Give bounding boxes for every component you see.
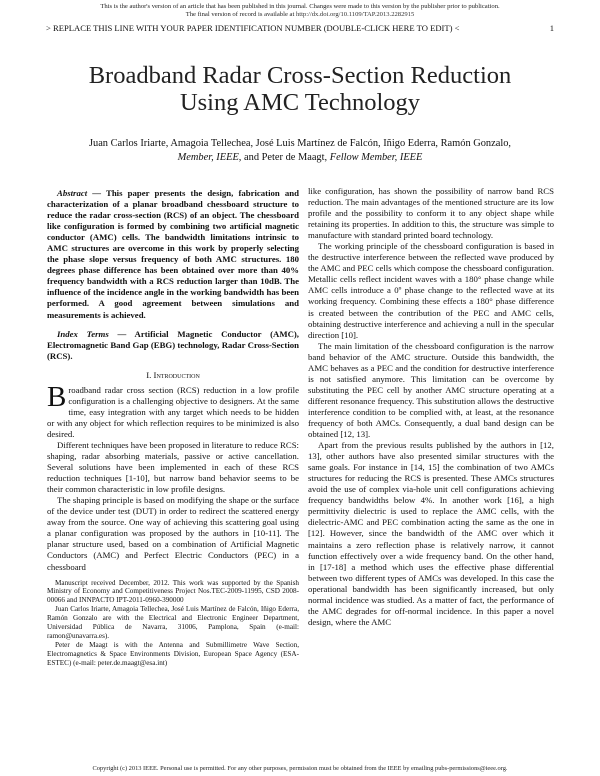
footnote-2: Juan Carlos Iriarte, Amagoia Tellechea, José Luis Martínez de Falcón, Iñigo Ederra, Ramón Gonzalo are with the Electrical and Electronic Engineer Department, Universidad Pública de Navarra, 31006, Pamplona, Spain (e-mail: ramon@unavarra.es). [47, 605, 299, 640]
fellow-affiliation: Fellow Member, IEEE [329, 151, 423, 163]
author-list [40, 137, 560, 164]
header-text: > REPLACE THIS LINE WITH YOUR PAPER IDENTIFICATION NUMBER (DOUBLE-CLICK HERE TO EDIT) < [46, 23, 460, 33]
right-paragraph-1: like configuration, has shown the possibility of narrow band RCS reduction. The main advantages of the mentioned structure are its low profile and the possibility to conform it to any object shape while retaining its properties. In addition to this, the structure was simple to manufacture with standard printed board technology. [308, 186, 554, 241]
right-paragraph-3: The main limitation of the chessboard configuration is the narrow band behavior of the AMC structure. Outside this bandwidth, the AMC behaves as a PEC and the condition for destructive interference is not satisfied anymore. This limitation can be overcome by substituting the PEC cell by another AMC structure operating at a different resonance frequency. This substitution allows the destructive interference condition to be complied with, at least, at the resonance frequency of both AMCs. Consequently, a dual band design can be obtained [12, 13]. [308, 340, 554, 440]
page-number: 1 [549, 23, 554, 33]
footnote-3: Peter de Maagt is with the Antenna and Submillimetre Wave Section, Electromagnetics & Space Environments Division, European Space Agency (ESA-ESTEC) (e-mail: peter.de.maagt@esa.int) [47, 640, 299, 667]
authors-line1: Juan Carlos Iriarte, Amagoia Tellechea, José Luis Martínez de Falcón, Iñigo Ederra, Ramón Gonzalo, [88, 138, 512, 149]
abstract [47, 188, 299, 321]
intro-paragraph-3: The shaping principle is based on modifying the shape or the surface of the device under test (DUT) in order to redirect the scattered energy away from the source. One way of achieving this scattering goal using a planar configuration was proposed by the authors in [10-11]. The planar structure used, based on a combination of Artificial Magnetic Conductors (AMC) and Perfect Electric Conductors (PEC) in a chessboard [47, 495, 299, 572]
footnote-1: Manuscript received December, 2012. This work was supported by the Spanish Ministry of Economy and Competitiveness Project Nos.TEC-2009-11995, CSD 2008-00066 and INNPACTO IPT-2011-0960-390000 [47, 578, 299, 605]
drop-cap: B [47, 380, 67, 413]
member-affiliation: Member, IEEE, [177, 151, 242, 163]
publication-notice-line2 [0, 11, 600, 19]
doi-link[interactable]: http://dx.doi.org/10.1109/TAP.2013.2282915 [295, 11, 415, 18]
title-line1: Broadband Radar Cross-Section Reduction [88, 62, 512, 89]
title-line2: Using AMC Technology [179, 89, 421, 116]
intro-paragraph-1 [47, 380, 299, 440]
intro-paragraph-2: Different techniques have been proposed in literature to reduce RCS: shaping, radar absorbing materials, passive or active cancellation. Several solutions have been implemented in each of these RCS reduction techniques [1-10], but narrow band behavior seems to be their common characteristic in low profile designs. [47, 439, 299, 495]
footnotes [47, 579, 299, 668]
page-header [46, 23, 554, 33]
left-column [47, 188, 299, 668]
section-heading [47, 370, 299, 381]
section-number: I. [146, 369, 152, 380]
index-terms-text: — Artificial Magnetic Conductor (AMC), Electromagnetic Band Gap (EBG) technology, Radar Cross-Section (RCS). [47, 328, 299, 361]
notice-prefix: The final version of record is available at [185, 11, 295, 18]
index-terms [47, 329, 299, 362]
right-paragraph-4: Apart from the previous results published by the authors in [12, 13], other authors have also presented similar structures with the same goals. For instance in [14, 15] the combination of two AMCs structures for reducing the RCS is presented. These AMCs structures avoid the use of complex via-hole unit cell configurations achieving frequency bandwidths below 4%. In another work [16], a high permittivity dielectric is used to replace the AMC cells, with the dielectric-AMC and PEC combination acting the same as the one in [12]. However, since the bandwidth of the AMC over which it maintains a zero reflection phase is relatively narrow, it cannot function effectively over a wide frequency band. On the other hand, in [17-18] a method which uses the effective phase differential between two different types of AMCs was developed. In this case the operational bandwidth has been significantly increased, but only normal incidence was studied. As a matter of fact, the performance of the AMC degrades for off-normal incidence. In this paper a novel design, where the AMC [308, 440, 554, 627]
section-title: Introduction [153, 369, 200, 380]
right-paragraph-2: The working principle of the chessboard configuration is based in the destructive interference between the reflected wave produced by the AMC and PEC cells which compose the chessboard configuration. Metallic cells reflect incident waves with a 180° phase change while AMC cells introduce a 0º phase change to the reflected wave at its working frequency. Combining these effects a 180° phase difference is created between the contribution of the PEC and AMC cells, obtaining destructive interference and achieving a null in the specular direction [10]. [308, 241, 554, 340]
right-column [308, 186, 554, 628]
index-terms-label: Index Terms [57, 328, 109, 339]
abstract-text: — This paper presents the design, fabrication and characterization of a planar broadband chessboard structure to reduce the radar cross-section (RCS) of an object. The chessboard like configuration is formed by combining two artificial magnetic conductor (AMC) cells. The bandwidth limitations intrinsic to AMC structures are overcome in this work by properly selecting the phase slope versus frequency of both AMC structures. 180 degrees phase difference has been obtained over more than 40% frequency bandwidth with a RCS reduction larger than 10dB. The influence of the incidence angle in the working bandwidth has been performed. A good agreement between simulations and measurements is achieved. [47, 188, 299, 320]
abstract-label: Abstract [57, 188, 88, 198]
copyright-footer: Copyright (c) 2013 IEEE. Personal use is permitted. For any other purposes, permission must be obtained from the IEEE by emailing pubs-permissions@ieee.org. [92, 765, 508, 772]
publication-notice-line1: This is the author's version of an article that has been published in this journal. Changes were made to this version by the publisher prior to publication. [100, 3, 500, 10]
authors-and: and Peter de Maagt, [244, 151, 328, 163]
paper-title [40, 62, 560, 116]
authors-line2 [40, 151, 560, 165]
intro-p1-text: roadband radar cross section (RCS) reduction in a low profile configuration is a challenging objective to designers. At the same time, easy integration with any target which needs to be hidden or with any object for which reflection requires to be minimized is also desired. [47, 384, 299, 439]
